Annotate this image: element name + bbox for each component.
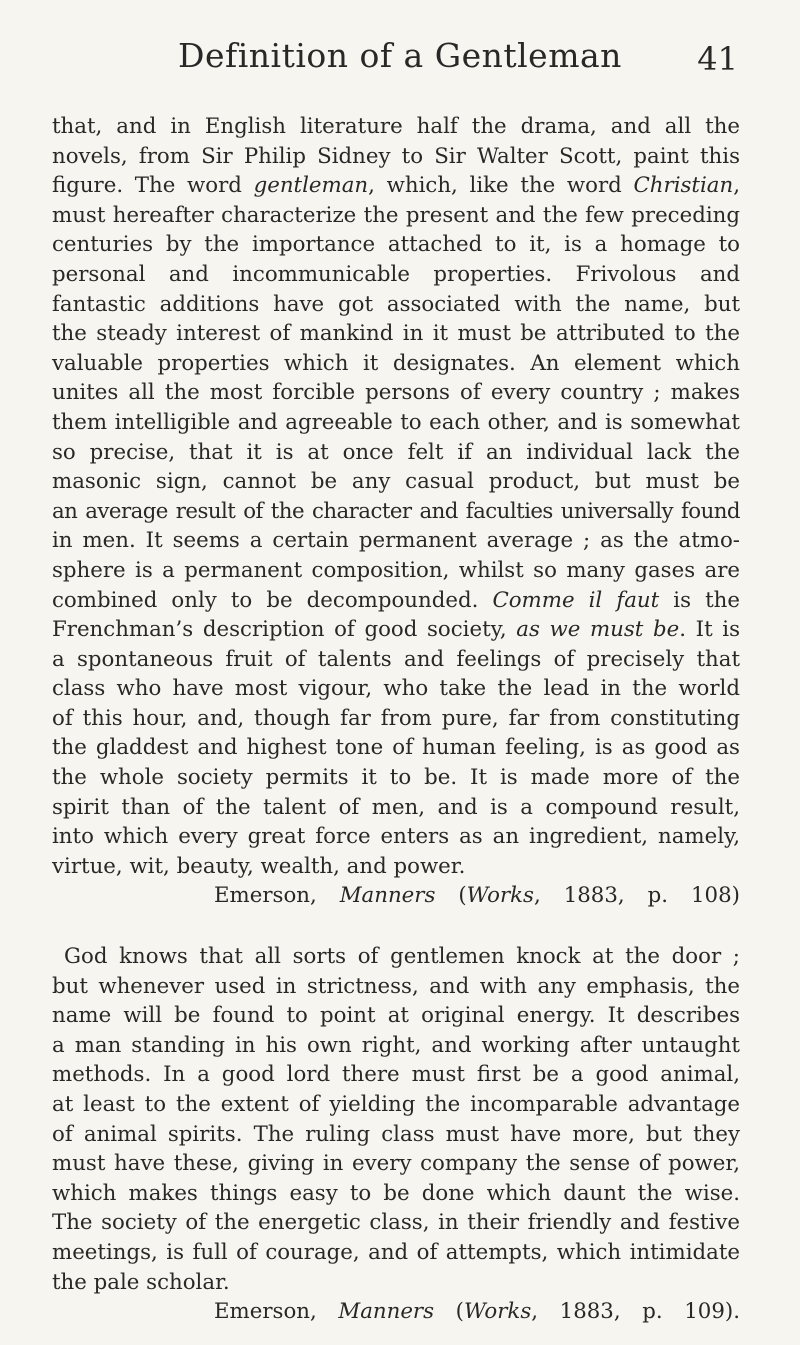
text-line: centuries by the importance attached to it, is a homage to — [52, 232, 740, 258]
text-line: so precise, that it is at once felt if an individual lack the — [52, 439, 740, 465]
italic-term: Christian — [633, 173, 734, 199]
text-line: valuable properties which it designates. An element which — [52, 350, 740, 376]
text-line: must have these, giving in every company the sense of power, — [52, 1151, 740, 1177]
text-line: must hereafter characterize the present and the few preceding — [52, 202, 740, 228]
text-line: of this hour, and, though far from pure, far from constituting — [52, 705, 740, 731]
text-line: The society of the energetic class, in their friendly and festive — [52, 1210, 740, 1236]
text-line: them intelligible and agreeable to each other, and is somewhat — [52, 409, 740, 435]
text-line: name will be found to point at original energy. It describes — [52, 1003, 740, 1029]
text-line: of animal spirits. The ruling class must have more, but they — [52, 1121, 740, 1147]
text-line: but whenever used in strictness, and with any emphasis, the — [52, 973, 740, 999]
text-line: class who have most vigour, who take the lead in the world — [52, 676, 740, 702]
quotation-1 — [52, 112, 740, 911]
text-line: meetings, is full of courage, and of attempts, which intimidate — [52, 1239, 740, 1265]
text-line: virtue, wit, beauty, wealth, and power. — [52, 853, 466, 879]
text-line: into which every great force enters as an ingredient, namely, — [52, 824, 740, 850]
text-line: an average result of the character and faculties universally found — [52, 498, 740, 524]
italic-phrase: Comme il faut — [492, 587, 660, 613]
page-number: 41 — [697, 40, 738, 78]
text-line: the whole society permits it to be. It is made more of the — [52, 765, 740, 791]
text-line: the gladdest and highest tone of human feeling, is as good as — [52, 735, 740, 761]
text-line: a man standing in his own right, and working after untaught — [52, 1032, 740, 1058]
text-line: a spontaneous fruit of talents and feelings of precisely that — [52, 646, 740, 672]
text-line: which makes things easy to be done which daunt the wise. — [52, 1180, 740, 1206]
text-line: at least to the extent of yielding the incomparable advantage — [52, 1092, 740, 1117]
text-line: the steady interest of mankind in it must be attributed to the — [52, 321, 740, 347]
text-line: figure. The word gentleman, which, like the word Christian, — [52, 173, 740, 199]
text-line: novels, from Sir Philip Sidney to Sir Walter Scott, paint this — [52, 143, 740, 169]
running-title: Definition of a Gentleman — [178, 36, 622, 75]
text-line: that, and in English literature half the drama, and all the — [52, 114, 740, 139]
text-line: in men. It seems a certain permanent average ; as the atmo- — [52, 528, 740, 554]
citation: Emerson, Manners (Works, 1883, p. 109). — [214, 1299, 740, 1325]
text-line: fantastic additions have got associated with the name, but — [52, 291, 740, 317]
text-line: personal and incommunicable properties. Frivolous and — [52, 261, 740, 287]
text-line: the pale scholar. — [52, 1269, 230, 1295]
text-line: combined only to be decompounded. Comme il faut is the — [52, 587, 740, 613]
quotation-2 — [52, 942, 740, 1327]
italic-phrase: as we must be — [516, 617, 680, 643]
text-line: sphere is a permanent composition, whilst so many gases are — [52, 557, 740, 583]
page-header — [0, 36, 800, 96]
italic-term: gentleman — [253, 173, 369, 199]
text-line: Frenchman’s description of good society, as we must be. It is — [52, 617, 740, 643]
section-gap — [52, 911, 740, 942]
text-line: spirit than of the talent of men, and is a compound result, — [52, 794, 740, 820]
text-line: masonic sign, cannot be any casual product, but must be — [52, 469, 740, 495]
text-line: God knows that all sorts of gentlemen knock at the door ; — [64, 944, 740, 970]
text-line: methods. In a good lord there must first be a good animal, — [52, 1062, 740, 1088]
text-line: unites all the most forcible persons of every country ; makes — [52, 380, 740, 406]
body-text — [52, 112, 740, 1327]
citation: Emerson, Manners (Works, 1883, p. 108) — [214, 883, 740, 909]
